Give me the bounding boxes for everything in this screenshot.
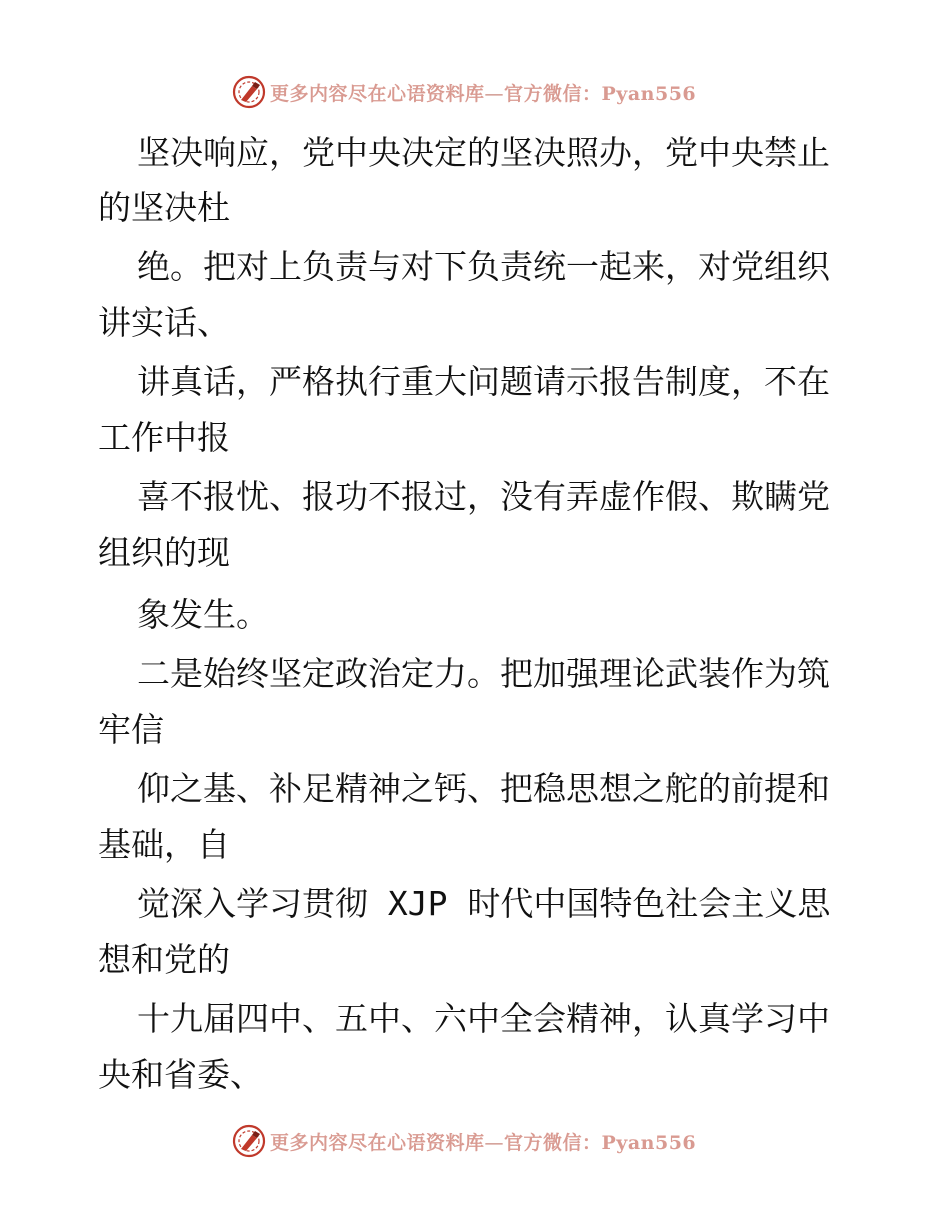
text-line: 仰之基、补足精神之钙、把稳思想之舵的前提和 xyxy=(137,769,830,808)
text-line: 喜不报忧、报功不报过，没有弄虚作假、欺瞒党 xyxy=(137,477,830,516)
text-line: 基础，自 xyxy=(98,825,230,864)
text-line: 十九届四中、五中、六中全会精神，认真学习中 xyxy=(137,999,830,1038)
header-banner-text xyxy=(270,79,696,106)
text-line: 讲真话，严格执行重大问题请示报告制度，不在 xyxy=(137,362,830,401)
banner-prefix: 更多内容尽在心语资料库 xyxy=(270,82,485,105)
text-line: 坚决响应，党中央决定的坚决照办，党中央禁止 xyxy=(137,133,830,172)
banner-separator: — xyxy=(484,82,505,105)
banner-wechat: 官方微信：Pyan556 xyxy=(504,82,697,105)
text-line: 象发生。 xyxy=(137,595,269,634)
footer-banner xyxy=(232,1121,696,1161)
text-line: 讲实话、 xyxy=(98,303,230,342)
text-line: 二是始终坚定政治定力。把加强理论武装作为筑 xyxy=(137,654,830,693)
text-line: 的坚决杜 xyxy=(98,188,230,227)
text-line: 央和省委、 xyxy=(98,1055,263,1094)
banner-wechat: 官方微信：Pyan556 xyxy=(504,1131,697,1154)
banner-separator: — xyxy=(484,1131,505,1154)
header-banner xyxy=(232,72,696,112)
text-line: 想和党的 xyxy=(98,940,230,979)
banner-prefix: 更多内容尽在心语资料库 xyxy=(270,1131,485,1154)
footer-banner-text xyxy=(270,1128,696,1155)
pen-nib-logo-icon xyxy=(232,75,266,109)
text-line: 觉深入学习贯彻 XJP 时代中国特色社会主义思 xyxy=(137,884,831,923)
text-line: 牢信 xyxy=(98,710,164,749)
text-line: 工作中报 xyxy=(98,418,230,457)
text-line: 组织的现 xyxy=(98,533,230,572)
text-line: 绝。把对上负责与对下负责统一起来，对党组织 xyxy=(137,247,830,286)
pen-nib-logo-icon xyxy=(232,1124,266,1158)
